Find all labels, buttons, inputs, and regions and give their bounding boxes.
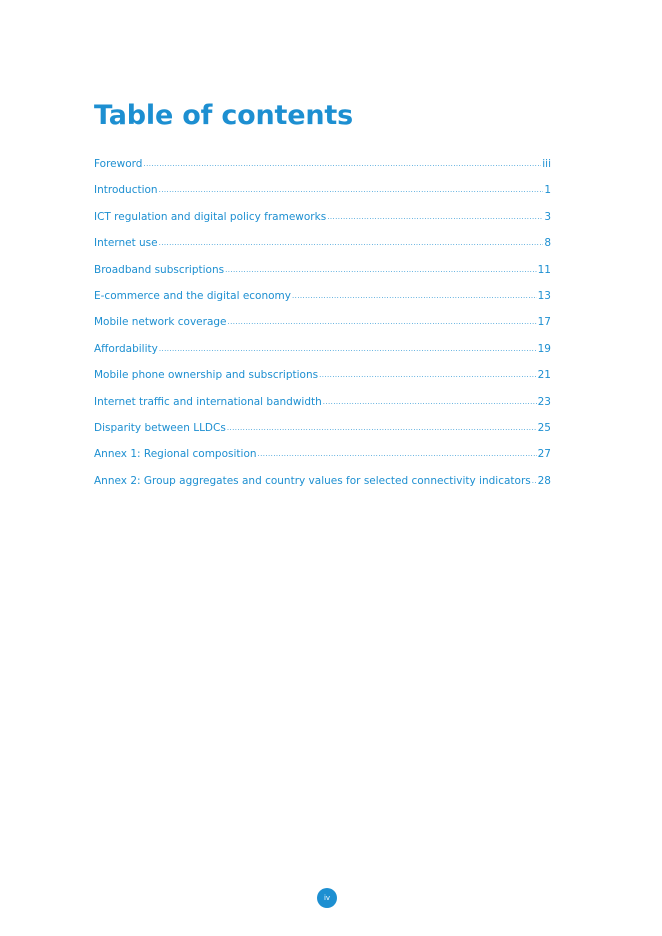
- toc-entry-introduction[interactable]: [94, 184, 551, 210]
- toc-entry-label: Internet traffic and international bandwidth: [94, 395, 322, 408]
- toc-entry-affordability[interactable]: [94, 343, 551, 369]
- toc-entry-label: E-commerce and the digital economy: [94, 289, 292, 302]
- toc-entry-mobile-ownership[interactable]: [94, 369, 551, 395]
- page-title: Table of contents: [94, 100, 353, 131]
- toc-entry-page: 1: [544, 184, 551, 197]
- toc-entry-page: 11: [537, 263, 551, 276]
- toc-entry-internet-traffic[interactable]: [94, 396, 551, 422]
- toc-dot-leader: [228, 318, 537, 326]
- toc-entry-page: 25: [537, 421, 551, 434]
- toc-dot-leader: [258, 450, 537, 458]
- table-of-contents: [94, 158, 551, 501]
- toc-entry-page: 28: [537, 474, 551, 487]
- toc-entry-ict-regulation[interactable]: [94, 211, 551, 237]
- toc-dot-leader: [143, 160, 541, 168]
- toc-entry-mobile-coverage[interactable]: [94, 316, 551, 342]
- toc-entry-internet-use[interactable]: [94, 237, 551, 263]
- toc-entry-label: Internet use: [94, 237, 158, 250]
- toc-dot-leader: [327, 213, 543, 221]
- page-number-badge: iv: [317, 888, 337, 908]
- toc-entry-label: Disparity between LLDCs: [94, 421, 226, 434]
- toc-entry-label: Mobile phone ownership and subscriptions: [94, 369, 319, 382]
- toc-entry-label: Mobile network coverage: [94, 316, 227, 329]
- toc-entry-disparity[interactable]: [94, 422, 551, 448]
- toc-entry-page: 3: [544, 210, 551, 223]
- toc-dot-leader: [532, 477, 537, 485]
- toc-dot-leader: [319, 371, 537, 379]
- toc-dot-leader: [159, 186, 544, 194]
- toc-entry-label: Introduction: [94, 184, 158, 197]
- toc-entry-page: 27: [537, 448, 551, 461]
- toc-dot-leader: [159, 239, 544, 247]
- toc-dot-leader: [227, 424, 537, 432]
- toc-entry-broadband[interactable]: [94, 264, 551, 290]
- toc-entry-label: ICT regulation and digital policy frameworks: [94, 210, 327, 223]
- toc-entry-label: Annex 1: Regional composition: [94, 448, 257, 461]
- toc-entry-page: 17: [537, 316, 551, 329]
- toc-entry-foreword[interactable]: [94, 158, 551, 184]
- toc-dot-leader: [159, 345, 537, 353]
- toc-entry-e-commerce[interactable]: [94, 290, 551, 316]
- toc-entry-page: 23: [537, 395, 551, 408]
- toc-dot-leader: [292, 292, 537, 300]
- toc-entry-annex-2[interactable]: [94, 475, 551, 501]
- toc-dot-leader: [323, 398, 537, 406]
- toc-entry-page: 13: [537, 289, 551, 302]
- toc-entry-page: 8: [544, 237, 551, 250]
- toc-entry-label: Foreword: [94, 158, 143, 170]
- toc-entry-page: 19: [537, 342, 551, 355]
- toc-entry-label: Annex 2: Group aggregates and country values for selected connectivity indicators: [94, 474, 531, 487]
- toc-entry-annex-1[interactable]: [94, 448, 551, 474]
- toc-entry-label: Broadband subscriptions: [94, 263, 225, 276]
- toc-entry-label: Affordability: [94, 342, 158, 355]
- toc-entry-page: 21: [537, 369, 551, 382]
- toc-entry-page: iii: [542, 158, 551, 170]
- toc-dot-leader: [225, 266, 537, 274]
